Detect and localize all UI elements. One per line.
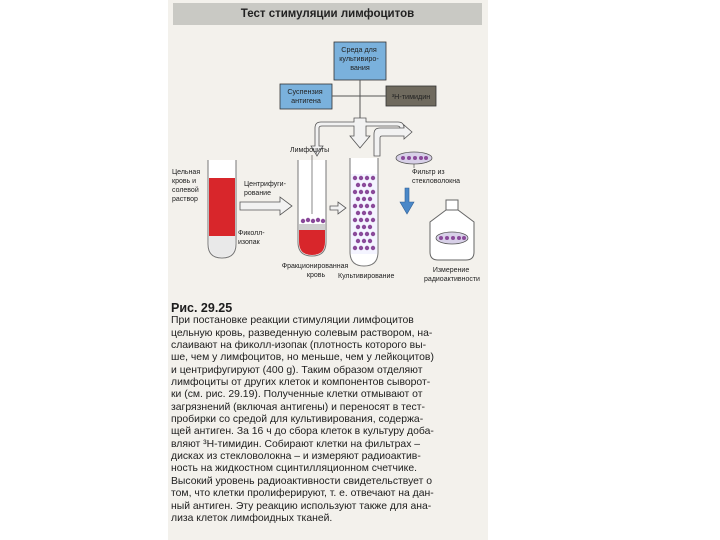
whole-blood-label-1: Цельная	[172, 169, 201, 176]
cell-dot	[362, 239, 366, 243]
svg-text:Центрифуги- рование	[244, 181, 288, 197]
cell-dot	[359, 232, 363, 236]
cell-dot	[356, 225, 360, 229]
fractionated-label-2: кровь	[306, 272, 326, 279]
svg-text:Фиколл- изопак	[238, 230, 267, 246]
caption-body: При постановке реакции стимуляции лимфоцитов цельную кровь, разведенную солевым раствором, на- слаивают на фиколл-изопак (плотность которого вы- ше, чем у лимфоцитов, но меньше, чем у лейкоцитов) и центрифугируют (400 g). Таким образом отделяют лимфоциты от других клеток и компонентов сыворот- ки (см. рис. 29.19). Полученные клетки отмывают от загрязнений (включая антигены) и переносят в тест- пробирки со средой для культивирования, содержа- щей антиген. За 16 ч до сбора клеток в культуру доба- вляют ³Н-тимидин. Собирают клетки на фильтрах – дисках из стекловолокна – и измеряют радиоактив- ность на жидкостном сцинтилляционном счетчике. Высокий уровень радиоактивности свидетельствует о том, что клетки пролиферируют, т. е. отвечают на дан- ный антиген. Эту реакцию используют также для ана- лиза клеток лимфоидных тканей.	[171, 315, 434, 524]
fractionated-label-1: Фракционированная	[281, 263, 349, 270]
cell-dot	[365, 176, 369, 180]
centrifugation-label-2: рование	[244, 190, 271, 197]
cell-dot	[356, 211, 360, 215]
cell-dot	[362, 197, 366, 201]
filter-label-2: стекловолокна	[412, 178, 460, 185]
svg-text:Суспензия антигена	[287, 87, 324, 105]
svg-text:Измерение радиоактивност	[424, 267, 480, 283]
cell-dot	[353, 176, 357, 180]
cell-dot	[368, 239, 372, 243]
lymphocytes-label: Лимфоциты	[290, 147, 330, 154]
filter-disk	[396, 152, 432, 164]
whole-blood-label-2: кровь и	[172, 178, 197, 185]
cell-dot	[353, 190, 357, 194]
blue-arrow	[400, 188, 414, 214]
cell-dot	[368, 197, 372, 201]
medium-label-3: вания	[350, 63, 370, 72]
cell-dot	[371, 204, 375, 208]
scintillation-vial	[430, 200, 474, 260]
cell-dot	[359, 246, 363, 250]
cell-dot	[362, 183, 366, 187]
figure-title: Тест стимуляции лимфоцитов	[173, 3, 482, 25]
transfer-arrow	[330, 202, 346, 214]
cell-dot	[365, 232, 369, 236]
figure-caption	[171, 302, 481, 525]
cell-dot	[368, 183, 372, 187]
medium-label-2: культивиро-	[339, 54, 379, 63]
cell-dot	[371, 232, 375, 236]
svg-text:Цельная кровь и со	[172, 169, 202, 203]
cell-dot	[362, 211, 366, 215]
whole-blood-label-4: раствор	[172, 196, 198, 203]
antigen-label-2: антигена	[291, 96, 321, 105]
book-page	[168, 0, 488, 540]
cell-dot	[359, 190, 363, 194]
cell-dot	[359, 218, 363, 222]
measurement-label-2: радиоактивности	[424, 276, 480, 283]
cell-dot	[371, 246, 375, 250]
cell-dot	[371, 176, 375, 180]
culture-tube	[350, 158, 378, 266]
cell-dot	[365, 218, 369, 222]
cell-dot	[353, 204, 357, 208]
ficoll-label-2: изопак	[238, 239, 260, 246]
cell-dot	[356, 239, 360, 243]
cell-dot	[353, 246, 357, 250]
whole-blood-tube	[208, 160, 236, 258]
cell-dot	[353, 218, 357, 222]
whole-blood-label-3: солевой	[172, 187, 199, 194]
cell-dot	[356, 183, 360, 187]
cell-dot	[359, 204, 363, 208]
thymidine-label: ³Н-тимидин	[391, 92, 431, 101]
cell-dot	[368, 211, 372, 215]
cell-dot	[356, 197, 360, 201]
cell-dot	[368, 225, 372, 229]
culturing-label: Культивирование	[338, 273, 395, 280]
measurement-label-1: Измерение	[432, 267, 470, 274]
cell-dot	[365, 246, 369, 250]
cell-dot	[353, 232, 357, 236]
centrifugation-label-1: Центрифуги-	[244, 181, 286, 188]
ficoll-label-1: Фиколл-	[238, 230, 265, 237]
lymphocyte-stimulation-diagram	[168, 28, 488, 300]
svg-text:Фильтр из стекловолокна	[412, 169, 460, 185]
cell-dot	[362, 225, 366, 229]
caption-title: Рис. 29.25	[171, 301, 233, 315]
centrifugation-arrow	[240, 197, 292, 215]
filter-label-1: Фильтр из	[412, 169, 445, 176]
antigen-label-1: Суспензия	[287, 87, 323, 96]
cell-dot	[371, 218, 375, 222]
cell-dot	[359, 176, 363, 180]
cell-dot	[371, 190, 375, 194]
medium-label-1: Среда для	[341, 45, 377, 54]
connector-lines	[332, 80, 386, 118]
cell-dot	[365, 190, 369, 194]
arrow-to-filter	[374, 125, 412, 156]
cell-dot	[365, 204, 369, 208]
